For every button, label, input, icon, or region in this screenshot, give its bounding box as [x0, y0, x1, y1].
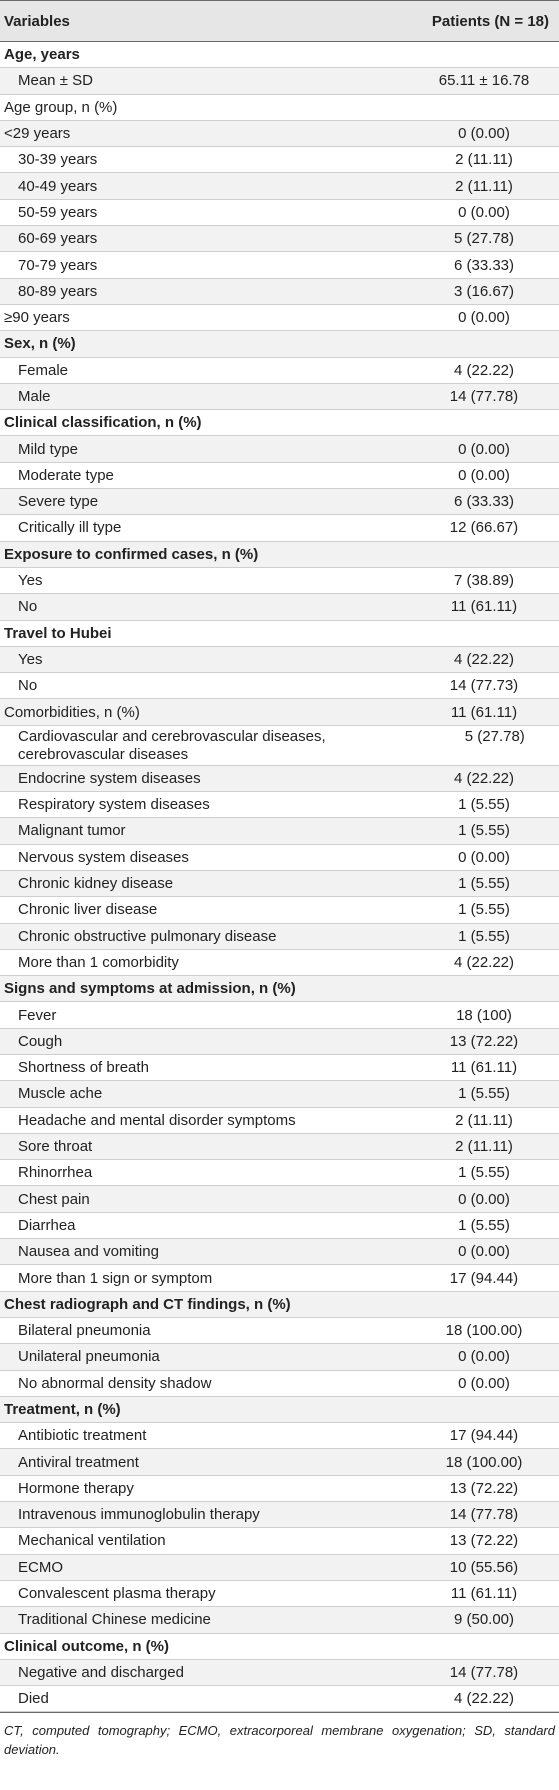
table-row: [0, 1055, 559, 1081]
table-row: [0, 594, 559, 620]
row-value: 2 (11.11): [455, 177, 513, 195]
row-value: 11 (61.11): [450, 1059, 518, 1077]
header-variables: Variables: [4, 12, 70, 30]
row-label: Chronic liver disease: [18, 901, 158, 919]
table-row: [0, 1160, 559, 1186]
table-row: [0, 410, 559, 436]
row-label: Clinical outcome, n (%): [4, 1637, 170, 1655]
row-value: 12 (66.67): [449, 519, 519, 537]
row-value: 1 (5.55): [458, 927, 510, 945]
table-row: [0, 1344, 559, 1370]
row-label: Comorbidities, n (%): [4, 703, 140, 721]
row-label: Died: [18, 1690, 49, 1708]
table-row: [0, 384, 559, 410]
table-row: [0, 1555, 559, 1581]
table-row: [0, 1476, 559, 1502]
row-value: 3 (16.67): [453, 282, 515, 300]
table-row: [0, 1029, 559, 1055]
table-row: [0, 726, 559, 766]
row-value: 13 (72.22): [449, 1032, 519, 1050]
table-row: [0, 1581, 559, 1607]
row-label: Antiviral treatment: [18, 1453, 139, 1471]
row-value: 2 (11.11): [455, 1138, 513, 1156]
row-value: 1 (5.55): [458, 1164, 510, 1182]
row-label: Hormone therapy: [18, 1479, 134, 1497]
row-value: 18 (100): [456, 1006, 512, 1024]
row-value: 4 (22.22): [453, 953, 515, 971]
table-row: [0, 1265, 559, 1291]
row-label: Chronic kidney disease: [18, 875, 174, 893]
row-label: Nervous system diseases: [18, 848, 189, 866]
table-row: [0, 463, 559, 489]
table-row: [0, 279, 559, 305]
table-body: [0, 42, 559, 1712]
row-value: 9 (50.00): [453, 1611, 515, 1629]
row-label: Fever: [18, 1006, 57, 1024]
table-row: [0, 1423, 559, 1449]
row-value: 0 (0.00): [458, 1348, 510, 1366]
row-value: 4 (22.22): [453, 769, 515, 787]
row-value: 0 (0.00): [458, 466, 510, 484]
row-label: Age group, n (%): [4, 98, 118, 116]
row-label: Moderate type: [18, 466, 114, 484]
table-row: [0, 331, 559, 357]
row-value: 5 (27.78): [453, 230, 515, 248]
row-value: 18 (100.00): [445, 1453, 523, 1471]
table-row: [0, 1002, 559, 1028]
row-label: Exposure to confirmed cases, n (%): [4, 545, 259, 563]
table-row: [0, 1186, 559, 1212]
row-value: 6 (33.33): [453, 493, 515, 511]
table-header: [0, 0, 559, 42]
row-value: 0 (0.00): [458, 1374, 510, 1392]
table-row: [0, 1292, 559, 1318]
row-value: 7 (38.89): [453, 572, 515, 590]
row-label: Signs and symptoms at admission, n (%): [4, 980, 296, 998]
table-row: [0, 871, 559, 897]
row-label: 80-89 years: [18, 282, 98, 300]
row-label: Mean ± SD: [18, 72, 93, 90]
table-row: [0, 766, 559, 792]
row-value: 11 (61.11): [450, 703, 518, 721]
row-value: 14 (77.78): [449, 1506, 519, 1524]
row-value: 0 (0.00): [458, 1243, 510, 1261]
row-label: Age, years: [4, 46, 80, 64]
row-label: Critically ill type: [18, 519, 122, 537]
row-value: 6 (33.33): [453, 256, 515, 274]
table-row: [0, 95, 559, 121]
row-label: 70-79 years: [18, 256, 98, 274]
table-row: [0, 42, 559, 68]
row-label: More than 1 comorbidity: [18, 953, 179, 971]
table-row: [0, 200, 559, 226]
table-row: [0, 1607, 559, 1633]
row-value: 17 (94.44): [449, 1269, 519, 1287]
table-row: [0, 436, 559, 462]
row-label: Chest pain: [18, 1190, 90, 1208]
row-label: ≥90 years: [4, 309, 70, 327]
table-row: [0, 1528, 559, 1554]
row-label: Female: [18, 361, 69, 379]
row-value: 14 (77.78): [449, 1663, 519, 1681]
row-value: 11 (61.11): [450, 598, 518, 616]
row-label: Travel to Hubei: [4, 624, 112, 642]
row-label: ECMO: [18, 1558, 63, 1576]
row-value: 4 (22.22): [453, 361, 515, 379]
row-label: Yes: [18, 650, 43, 668]
row-label: Malignant tumor: [18, 822, 126, 840]
row-label: Shortness of breath: [18, 1059, 149, 1077]
row-label: Endocrine system diseases: [18, 769, 201, 787]
table-row: [0, 68, 559, 94]
row-label: Mechanical ventilation: [18, 1532, 166, 1550]
row-label: Sore throat: [18, 1138, 93, 1156]
row-label: Respiratory system diseases: [18, 796, 210, 814]
table-row: [0, 1213, 559, 1239]
table-row: [0, 173, 559, 199]
row-label: No: [18, 598, 38, 616]
row-label: Headache and mental disorder symptoms: [18, 1111, 296, 1129]
table-row: [0, 976, 559, 1002]
row-value: 4 (22.22): [453, 650, 515, 668]
row-value: 1 (5.55): [458, 822, 510, 840]
table-row: [0, 1686, 559, 1712]
table-row: [0, 1318, 559, 1344]
row-label: Mild type: [18, 440, 79, 458]
row-label: Bilateral pneumonia: [18, 1322, 151, 1340]
row-label: Unilateral pneumonia: [18, 1348, 160, 1366]
row-label: Traditional Chinese medicine: [18, 1611, 211, 1629]
row-value: 0 (0.00): [458, 440, 510, 458]
table-row: [0, 305, 559, 331]
row-label: Chest radiograph and CT findings, n (%): [4, 1295, 291, 1313]
row-label: Cough: [18, 1032, 63, 1050]
row-label: Diarrhea: [18, 1216, 76, 1234]
header-patients: Patients (N = 18): [431, 12, 549, 30]
row-value: 14 (77.78): [449, 388, 519, 405]
table-row: [0, 845, 559, 871]
row-label: 40-49 years: [18, 177, 98, 195]
row-label: 50-59 years: [18, 203, 98, 221]
table-row: [0, 1449, 559, 1475]
row-value: 0 (0.00): [458, 309, 510, 327]
row-value: 0 (0.00): [458, 125, 510, 143]
table-row: [0, 1239, 559, 1265]
row-label: Male: [18, 388, 51, 405]
row-label: More than 1 sign or symptom: [18, 1269, 213, 1287]
table-row: [0, 1371, 559, 1397]
row-value: 10 (55.56): [449, 1558, 519, 1576]
table-row: [0, 792, 559, 818]
table-footnote: CT, computed tomography; ECMO, extracorporeal membrane oxygenation; SD, standard deviation.: [0, 1712, 559, 1759]
table-row: [0, 568, 559, 594]
row-label: Chronic obstructive pulmonary disease: [18, 927, 277, 945]
row-label: No: [18, 677, 38, 695]
table-row: [0, 1108, 559, 1134]
row-label: Sex, n (%): [4, 335, 76, 353]
row-label: Clinical classification, n (%): [4, 414, 202, 432]
row-value: 2 (11.11): [455, 151, 513, 169]
row-value: 14 (77.73): [449, 677, 519, 695]
row-label: Rhinorrhea: [18, 1164, 93, 1182]
table-row: [0, 1134, 559, 1160]
table-row: [0, 147, 559, 173]
row-value: 0 (0.00): [458, 203, 510, 221]
row-value: 65.11 ± 16.78: [438, 72, 530, 90]
table-row: [0, 647, 559, 673]
row-value: 17 (94.44): [449, 1427, 519, 1445]
table-row: [0, 950, 559, 976]
table-row: [0, 226, 559, 252]
row-value: 13 (72.22): [449, 1532, 519, 1550]
row-value: 1 (5.55): [458, 1085, 510, 1103]
row-label: Yes: [18, 572, 43, 590]
row-label: Antibiotic treatment: [18, 1427, 147, 1445]
table-row: [0, 621, 559, 647]
table-row: [0, 515, 559, 541]
table-row: [0, 358, 559, 384]
row-value: 2 (11.11): [455, 1111, 513, 1129]
table-row: [0, 699, 559, 725]
table-row: [0, 673, 559, 699]
row-value: 13 (72.22): [449, 1479, 519, 1497]
row-value: 0 (0.00): [458, 848, 510, 866]
row-label: Cardiovascular and cerebrovascular diseases, cerebrovascular diseases: [18, 727, 326, 763]
row-value: 0 (0.00): [458, 1190, 510, 1208]
table-row: [0, 252, 559, 278]
row-label: Treatment, n (%): [4, 1400, 121, 1418]
table-row: [0, 1397, 559, 1423]
row-value: 4 (22.22): [453, 1690, 515, 1708]
row-value: 11 (61.11): [450, 1585, 518, 1603]
table-row: [0, 542, 559, 568]
row-label: 60-69 years: [18, 230, 98, 248]
table-row: [0, 897, 559, 923]
row-label: No abnormal density shadow: [18, 1374, 212, 1392]
table-row: [0, 121, 559, 147]
row-label: 30-39 years: [18, 151, 98, 169]
table-row: [0, 818, 559, 844]
row-value: 1 (5.55): [458, 875, 510, 893]
row-label: Convalescent plasma therapy: [18, 1585, 216, 1603]
row-value: 18 (100.00): [445, 1322, 523, 1340]
row-label: Nausea and vomiting: [18, 1243, 159, 1261]
row-value: 1 (5.55): [458, 796, 510, 814]
row-value: 1 (5.55): [458, 1216, 510, 1234]
table-row: [0, 924, 559, 950]
table-row: [0, 1081, 559, 1107]
row-label: Negative and discharged: [18, 1663, 184, 1681]
row-value: 1 (5.55): [458, 901, 510, 919]
row-label: <29 years: [4, 125, 71, 143]
table-row: [0, 1502, 559, 1528]
row-label: Severe type: [18, 493, 99, 511]
table-row: [0, 1634, 559, 1660]
row-label: Intravenous immunoglobulin therapy: [18, 1506, 260, 1524]
row-value: 5 (27.78): [464, 727, 525, 745]
table-row: [0, 1660, 559, 1686]
table-row: [0, 489, 559, 515]
row-label: Muscle ache: [18, 1085, 103, 1103]
